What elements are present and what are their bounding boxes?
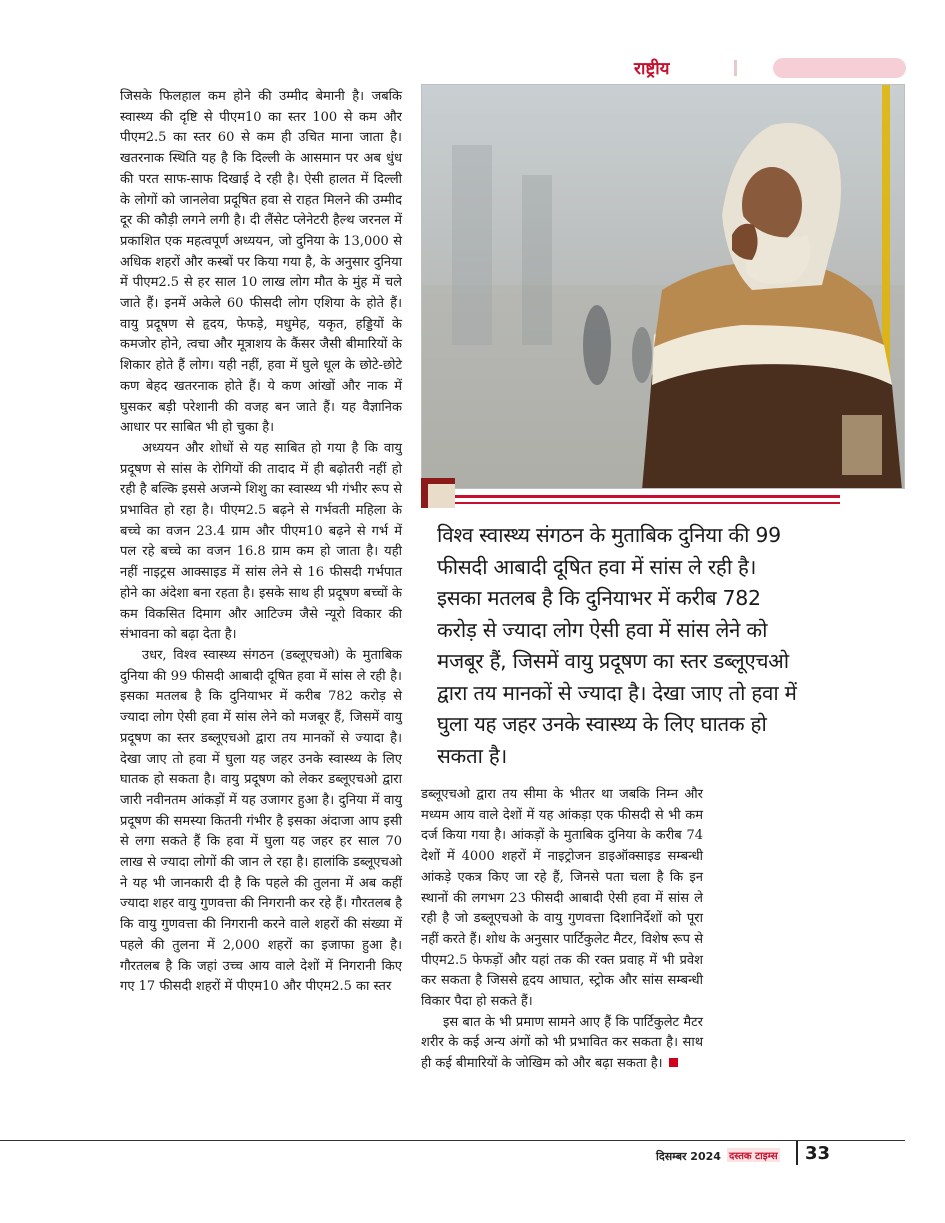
header-decorative-bar (773, 58, 906, 78)
article-column-left (120, 87, 402, 998)
header-divider (734, 60, 737, 76)
end-of-article-mark-icon (669, 1058, 678, 1067)
article-column-right (421, 785, 703, 1075)
article-paragraph: डब्लूएचओ द्वारा तय सीमा के भीतर था जबकि निम्न और मध्यम आय वाले देशों में यह आंकड़ा एक फीसदी से भी कम दर्ज किया गया है। आंकड़ों के मुताबिक दुनिया के करीब 74 देशों में 4000 शहरों में नाइट्रोजन डाइऑक्साइड सम्बन्धी आंकड़े एकत्र किए जा रहे हैं, जिनसे पता चला है कि इन स्थानों की लगभग 23 फीसदी आबादी ऐसी हवा में सांस ले रही है जो डब्लूएचओ के वायु गुणवत्ता दिशानिर्देशों को पूरा नहीं करते हैं। शोध के अनुसार पार्टिकुलेट मैटर, विशेष रूप से पीएम2.5 फेफड़ों और यहां तक की रक्त प्रवाह में भी प्रवेश कर सकता है जिससे हृदय आघात, स्ट्रोक और सांस सम्बन्धी विकार पैदा हो सकते हैं। (421, 787, 703, 1010)
article-paragraph-text: इस बात के भी प्रमाण सामने आए हैं कि पार्टिकुलेट मैटर शरीर के कई अन्य अंगों को भी प्रभावित कर सकता है। साथ ही कई बीमारियों के जोखिम को और बढ़ा सकता है। (421, 1014, 703, 1072)
footer-separator (796, 1141, 798, 1165)
section-label: राष्ट्रीय (634, 59, 670, 79)
footer-date: दिसम्बर 2024 (656, 1150, 721, 1163)
pullquote: विश्व स्वास्थ्य संगठन के मुताबिक दुनिया की 99 फीसदी आबादी दूषित हवा में सांस ले रही है। इसका मतलब है कि दुनियाभर में करीब 782 करोड़ से ज्यादा लोग ऐसी हवा में सांस लेने को मजबूर हैं, जिसमें वायु प्रदूषण का स्तर डब्लूएचओ द्वारा तय मानकों से ज्यादा है। देखा जाए तो हवा में घुला यह जहर उनके स्वास्थ्य के लिए घातक हो सकता है। (437, 523, 797, 768)
article-photo (421, 84, 905, 489)
article-paragraph-last (421, 1013, 703, 1075)
page-number: 33 (805, 1143, 831, 1164)
man-covering-face-in-smog-image (422, 85, 905, 489)
article-paragraph: उधर, विश्व स्वास्थ्य संगठन (डब्लूएचओ) के मुताबिक दुनिया की 99 फीसदी आबादी दूषित हवा में सांस ले रही है। इसका मतलब है कि दुनियाभर में करीब 782 करोड़ से ज्यादा लोग ऐसी हवा में सांस लेने को मजबूर हैं, जिसमें वायु प्रदूषण का स्तर डब्लूएचओ द्वारा तय मानकों से ज्यादा है। देखा जाए तो हवा में घुला यह जहर उनके स्वास्थ्य के लिए घातक हो सकता है। वायु प्रदूषण को लेकर डब्लूएचओ द्वारा जारी नवीनतम आंकड़ों में यह उजागर हुआ है। दुनिया में वायु प्रदूषण की समस्या कितनी गंभीर है इसका अंदाजा आप इसी से लगा सकते हैं कि हवा में घुला यह जहर हर साल 70 लाख से ज्यादा लोगों की जान ले रहा है। हालांकि डब्लूएचओ ने यह भी जानकारी दी है कि पहले की तुलना में अब कहीं ज्यादा शहर वायु गुणवत्ता की निगरानी कर रहे हैं। गौरतलब है कि वायु गुणवत्ता की निगरानी करने वाले शहरों की संख्या में पहले की तुलना में 2,000 शहरों का इजाफा हुआ है। गौरतलब है कि जहां उच्च आय वाले देशों में निगरानी किए गए 17 फीसदी शहरों में पीएम10 और पीएम2.5 का स्तर (120, 647, 402, 995)
footer-rule (0, 1140, 905, 1141)
pullquote-accent-inset (428, 484, 455, 508)
pullquote-rule (455, 502, 840, 504)
article-paragraph: जिसके फिलहाल कम होने की उम्मीद बेमानी है। जबकि स्वास्थ्य की दृष्टि से पीएम10 का स्तर 100 से कम और पीएम2.5 का स्तर 60 से कम ही उचित माना जाता है। खतरनाक स्थिति यह है कि दिल्ली के आसमान पर अब धुंध की परत साफ-साफ दिखाई दे रही है। ऐसी हालत में दिल्ली के लोगों को जानलेवा प्रदूषित हवा से राहत मिलने की उम्मीद दूर की कौड़ी लगने लगी है। दी लैंसेट प्लेनेटरी हैल्थ जरनल में प्रकाशित एक महत्वपूर्ण अध्ययन, जो दुनिया के 13,000 से अधिक शहरों और कस्बों पर किया गया है, के अनुसार दुनिया में पीएम2.5 से हर साल 10 लाख लोग मौत के मुंह में चले जाते हैं। इनमें अकेले 60 फीसदी लोग एशिया के होते हैं। वायु प्रदूषण से हृदय, फेफड़े, मधुमेह, यकृत, हड्डियों के कमजोर होने, त्वचा और मूत्राशय के कैंसर जैसी बीमारियों के शिकार होते हैं लोग। यही नहीं, हवा में घुले धूल के छोटे-छोटे कण बेहद खतरनाक होते हैं। ये कण आंखों और नाक में घुसकर बड़ी परेशानी की वजह बन जाते हैं। यह वैज्ञानिक आधार पर साबित भी हो चुका है। (120, 89, 402, 436)
pullquote-rule (455, 495, 840, 498)
magazine-logo: दस्तक टाइम्स (727, 1148, 780, 1162)
article-paragraph: अध्ययन और शोधों से यह साबित हो गया है कि वायु प्रदूषण से सांस के रोगियों की तादाद में ही बढ़ोतरी नहीं हो रही है बल्कि इससे अजन्मे शिशु का स्वास्थ्य भी गंभीर रूप से प्रभावित हो रहा है। पीएम2.5 बढ़ने से गर्भवती महिला के बच्चे का वजन 23.4 ग्राम और पीएम10 बढ़ने से गर्भ में पल रहे बच्चे का वजन 16.8 ग्राम कम हो जाता है। यही नहीं नाइट्रस आक्साइड में सांस लेने से 16 फीसदी गर्भपात होने का अंदेशा बना रहता है। इसके साथ ही प्रदूषण बच्चों के कम विकसित दिमाग और आटिज्म जैसे न्यूरो विकार की संभावना को बढ़ा देता है। (120, 440, 402, 643)
